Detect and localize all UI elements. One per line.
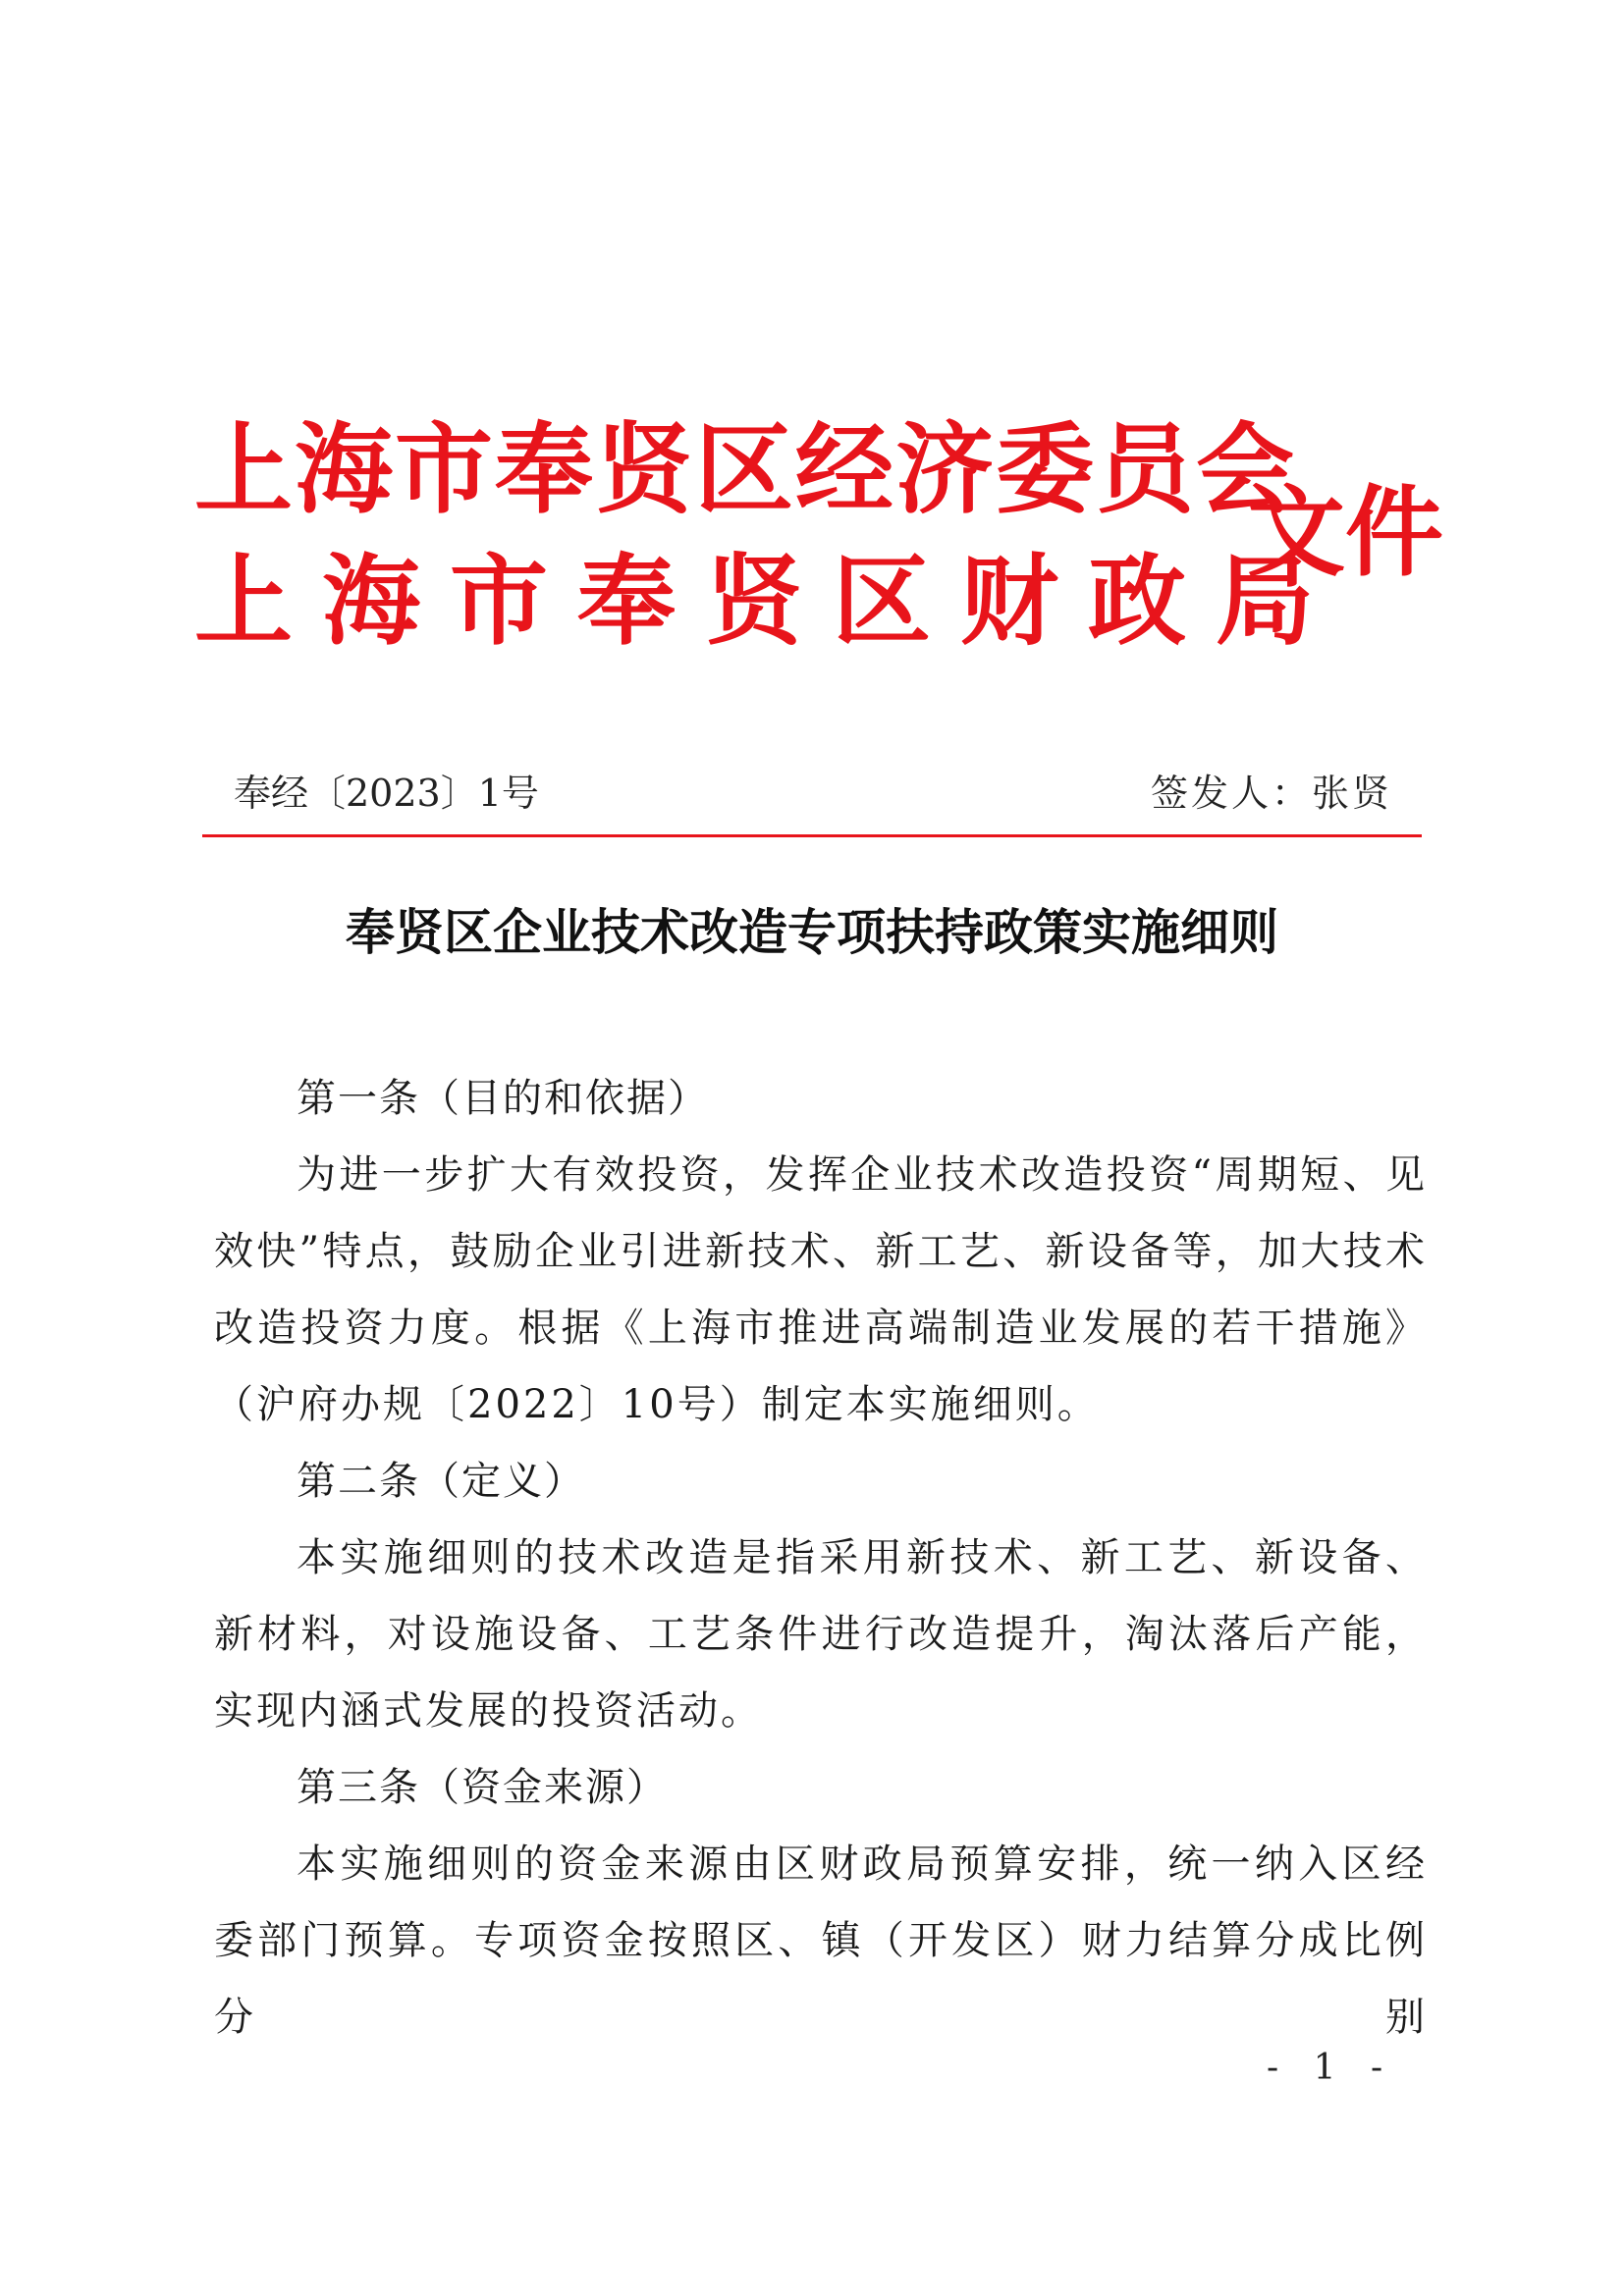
document-number: 奉经〔2023〕1号: [234, 772, 539, 815]
clause-paragraph: 本实施细则的技术改造是指采用新技术、新工艺、新设备、新材料，对设施设备、工艺条件进行改造提升，淘汰落后产能，实现内涵式发展的投资活动。: [214, 1535, 1428, 1734]
clause-heading: 第三条（资金来源）: [297, 1765, 668, 1810]
clause-heading: 第一条（目的和依据）: [297, 1076, 709, 1121]
document-title: 奉贤区企业技术改造专项扶持政策实施细则: [346, 904, 1278, 961]
document-meta-row: [234, 764, 1392, 823]
document-word: 文件: [1247, 474, 1443, 590]
issuer-economic-commission: 上海市奉贤区经济委员会: [194, 411, 1296, 527]
clause-paragraph: 本实施细则的资金来源由区财政局预算安排，统一纳入区经委部门预算。专项资金按照区、镇（开发区）财力结算分成比例分别: [214, 1842, 1428, 2040]
clause-paragraph: 为进一步扩大有效投资，发挥企业技术改造投资“周期短、见效快”特点，鼓励企业引进新技术、新工艺、新设备等，加大技术改造投资力度。根据《上海市推进高端制造业发展的若干措施》（沪府办规〔2022〕10号）制定本实施细则。: [214, 1152, 1428, 1427]
red-divider-line: [202, 834, 1422, 837]
signer: 签发人：张贤: [1150, 772, 1392, 815]
clause-heading: 第二条（定义）: [297, 1459, 585, 1504]
red-masthead: [194, 410, 1443, 666]
page-number: - 1 -: [1267, 2048, 1395, 2088]
issuer-finance-bureau: 上海市奉贤区财政局: [194, 543, 1343, 659]
document-body: [214, 1060, 1428, 2056]
